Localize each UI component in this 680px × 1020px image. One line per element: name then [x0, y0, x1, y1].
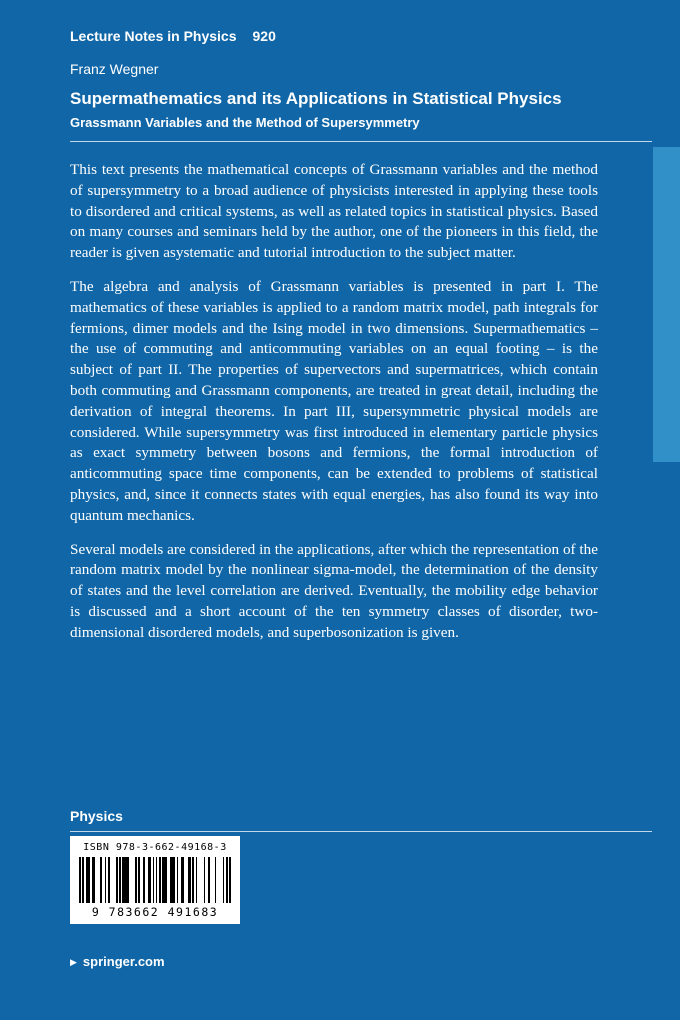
- book-title: Supermathematics and its Applications in Statistical Physics: [70, 89, 562, 108]
- publisher-line: [70, 954, 652, 970]
- isbn-label: ISBN 978-3-662-49168-3: [83, 842, 227, 853]
- series-line: [70, 28, 652, 45]
- series-title: Lecture Notes in Physics: [70, 28, 237, 44]
- blurb: [70, 160, 598, 657]
- barcode: [70, 836, 240, 924]
- series-number: 920: [252, 28, 276, 44]
- blurb-paragraph: Several models are considered in the applications, after which the representation of the random matrix model by the nonlinear sigma-model, the determination of the density of states and the level correlation are derived. Eventually, the mobility edge behavior is discussed and a short account of the ten symmetry classes of disorder, two-dimensional disordered models, and superbosonization is given.: [70, 540, 598, 641]
- cover-footer: [70, 808, 652, 970]
- blurb-paragraph: The algebra and analysis of Grassmann variables is presented in part I. The mathematics of these variables is applied to a random matrix model, path integrals for fermions, dimer models and the Ising model in two dimensions. Supermathematics – the use of commuting and anticommuting variables on an equal footing – is the subject of part II. The properties of supervectors and supermatrices, which contain both commuting and Grassmann components, are treated in great detail, including the derivation of integral theorems. In part III, supersymmetric physical models are considered. While supersymmetry was first introduced in elementary particle physics as exact symmetry between bosons and fermions, the formal introduction of anticommuting space time components, can be extended to problems of statistical physics, and, since it connects states with equal energies, has also found its way into quantum mechanics.: [70, 277, 598, 524]
- header-divider: [70, 141, 652, 142]
- barcode-bars: [78, 857, 232, 903]
- category-label: Physics: [70, 808, 123, 824]
- side-color-stripe: [653, 147, 680, 462]
- arrow-icon: ▶: [70, 956, 77, 967]
- footer-divider: [70, 831, 652, 832]
- blurb-paragraph: This text presents the mathematical concepts of Grassmann variables and the method of supersymmetry to a broad audience of physicists interested in applying these tools to disordered and critical systems, as well as related topics in statistical physics. Based on many courses and seminars held by the author, one of the pioneers in this field, the reader is given asystematic and tutorial introduction to the subject matter.: [70, 161, 598, 262]
- book-subtitle: Grassmann Variables and the Method of Supersymmetry: [70, 115, 420, 130]
- author-name: Franz Wegner: [70, 61, 159, 77]
- cover-header: [70, 28, 652, 142]
- publisher-url: springer.com: [82, 954, 165, 969]
- barcode-digits: 9 783662 491683: [91, 905, 219, 919]
